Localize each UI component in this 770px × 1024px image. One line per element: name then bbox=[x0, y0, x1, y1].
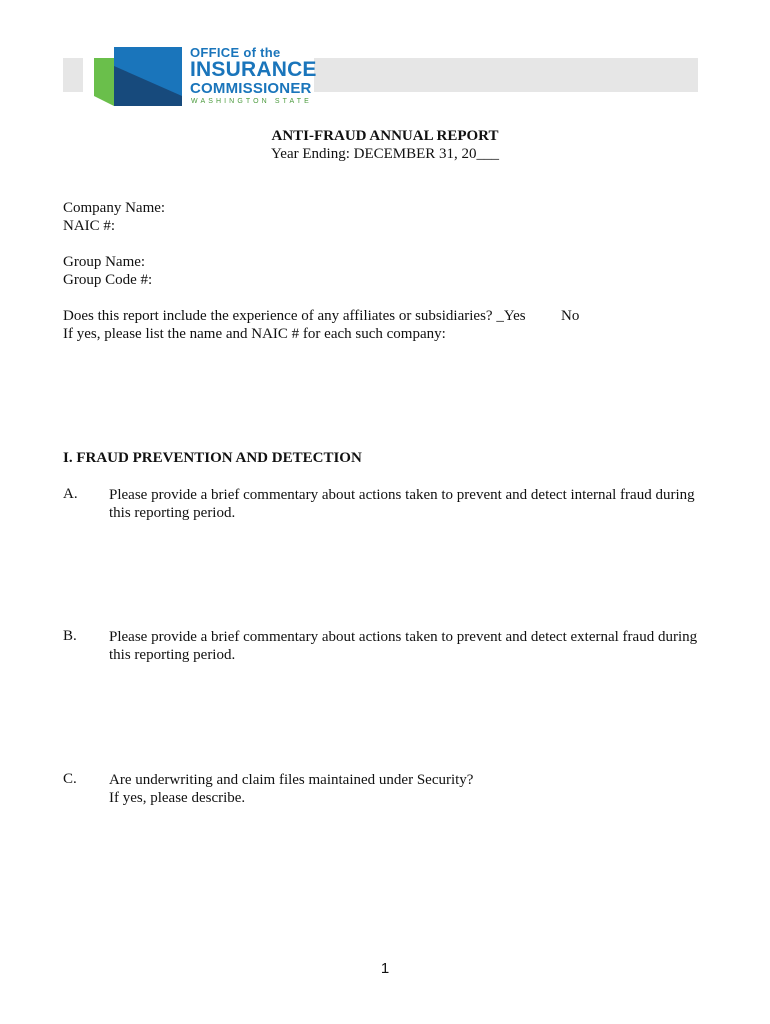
item-text-b bbox=[109, 628, 709, 664]
item-text-a-line2: this reporting period. bbox=[109, 505, 236, 521]
affiliates-followup: If yes, please list the name and NAIC # for each such company: bbox=[63, 326, 446, 342]
item-letter-c: C. bbox=[63, 771, 77, 787]
item-letter-a: A. bbox=[63, 486, 78, 502]
group-code-label: Group Code #: bbox=[63, 272, 153, 288]
item-text-b-line2: this reporting period. bbox=[109, 647, 236, 663]
affiliates-no-option: No bbox=[561, 308, 580, 324]
header-band-left bbox=[63, 58, 83, 92]
group-name-label: Group Name: bbox=[63, 254, 146, 270]
naic-label: NAIC #: bbox=[63, 218, 116, 234]
logo-mark-icon bbox=[88, 44, 188, 106]
item-text-c bbox=[109, 771, 709, 807]
item-text-a-line1: Please provide a brief commentary about actions taken to prevent and detect internal fraud during bbox=[109, 487, 695, 503]
affiliates-question: Does this report include the experience of any affiliates or subsidiaries? _Yes bbox=[63, 308, 526, 324]
item-text-b-line1: Please provide a brief commentary about actions taken to prevent and detect external fraud during bbox=[109, 629, 698, 645]
company-name-label: Company Name: bbox=[63, 200, 166, 216]
oic-logo bbox=[88, 44, 317, 106]
item-text-c-line1: Are underwriting and claim files maintained under Security? bbox=[109, 772, 474, 788]
section-heading: I. FRAUD PREVENTION AND DETECTION bbox=[63, 450, 362, 466]
logo-state-text: WASHINGTON STATE bbox=[191, 98, 312, 105]
item-text-a bbox=[109, 486, 709, 522]
page-number: 1 bbox=[380, 960, 390, 977]
logo-office-text: OFFICE of the bbox=[190, 45, 281, 60]
header-band-right bbox=[314, 58, 698, 92]
report-year-ending: Year Ending: DECEMBER 31, 20___ bbox=[270, 146, 500, 162]
item-text-c-line2: If yes, please describe. bbox=[109, 790, 246, 806]
logo-insurance-text: INSURANCE bbox=[190, 58, 317, 81]
logo-commissioner-text: COMMISSIONER bbox=[190, 80, 312, 97]
item-letter-b: B. bbox=[63, 628, 77, 644]
report-title: ANTI-FRAUD ANNUAL REPORT bbox=[271, 128, 499, 144]
